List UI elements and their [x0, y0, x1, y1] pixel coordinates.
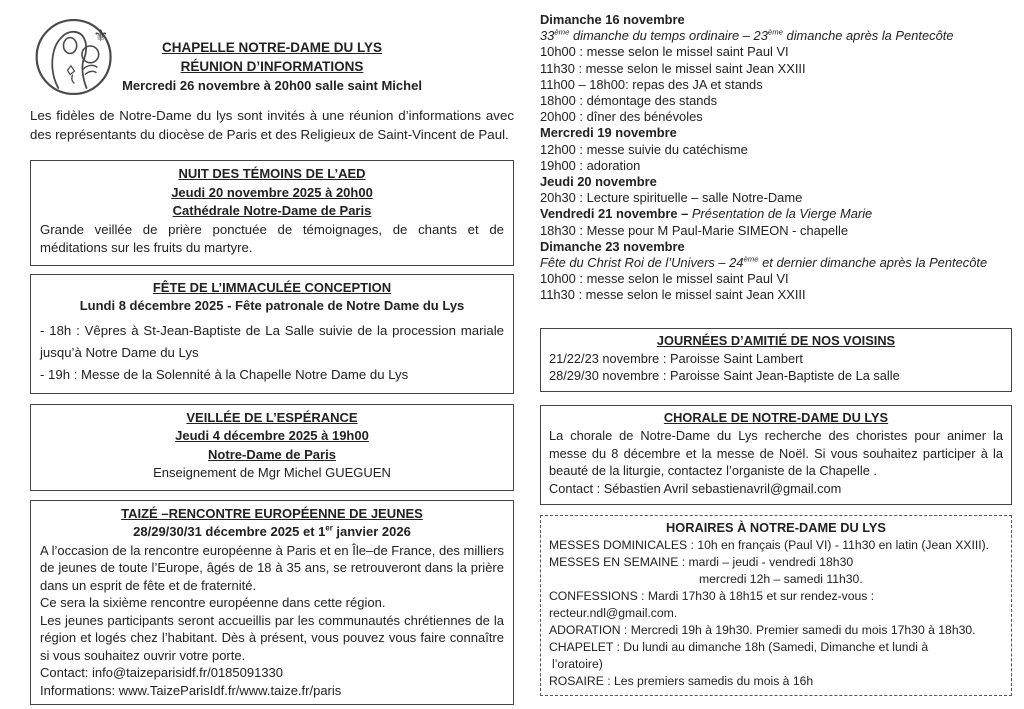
- subtitle-text: dimanche après la Pentecôte: [782, 28, 954, 44]
- box-chorale: [540, 405, 1012, 505]
- subtitle-superscript: ème: [767, 27, 783, 37]
- horaires-line: MESSES EN SEMAINE : mardi – jeudi - vendredi 18h30: [549, 555, 854, 570]
- subtitle-text: Fête du Christ Roi de l’Univers – 24: [540, 255, 744, 271]
- schedule-day-header: Jeudi 20 novembre: [540, 174, 657, 190]
- box-title-line: Notre-Dame de Paris: [208, 446, 336, 462]
- schedule-day-header: Dimanche 16 novembre: [540, 12, 685, 27]
- subtitle-text: dimanche du temps ordinaire – 23: [569, 28, 768, 44]
- box-title-line: Cathédrale Notre-Dame de Paris: [172, 203, 372, 218]
- subtitle-text: 33: [540, 28, 555, 44]
- box-body-text: La chorale de Notre-Dame du Lys recherche des choristes pour animer la messe du 8 décembre et la messe de Noël. Si vous souhaitez participer à la beauté de la liturgie, contactez l’organiste de la Chapelle .: [549, 428, 1003, 479]
- box-title-line: VEILLÉE DE L’ESPÉRANCE: [186, 409, 358, 425]
- notre-dame-du-lys-logo: [34, 16, 122, 98]
- meeting-datetime: Mercredi 26 novembre à 20h00 salle saint Michel: [122, 78, 422, 93]
- box-dates-line: [40, 523, 504, 542]
- schedule-line: 18h30 : Messe pour M Paul-Marie SIMEON - chapelle: [540, 222, 849, 238]
- box-body-text: A l’occasion de la rencontre européenne à Paris et en Île–de France, des milliers de jeunes de toute l’Europe, âgés de 18 à 35 ans, se retrouveront dans la prière dans un esprit de fête et de fraternité.: [40, 542, 504, 593]
- box-body-text: - 18h : Vêpres à St-Jean-Baptiste de La Salle suivie de la procession mariale jusqu’à Notre Dame du Lys: [40, 322, 504, 360]
- horaires-line: ADORATION : Mercredi 19h à 19h30. Premier samedi du mois 17h30 à 18h30.: [549, 623, 976, 638]
- box-body-text: 21/22/23 novembre : Paroisse Saint Lambert: [549, 350, 803, 366]
- schedule-line: 11h30 : messe selon le missel saint Jean XXIII: [540, 287, 806, 303]
- horaires-line: MESSES DOMINICALES : 10h en français (Paul VI) - 11h30 en latin (Jean XXIII).: [549, 538, 990, 553]
- box-body-text: Grande veillée de prière ponctuée de témoignages, de chants et de méditations sur les fruits du martyre.: [40, 221, 504, 255]
- schedule-line: 10h00 : messe selon le missel saint Paul VI: [540, 271, 789, 287]
- box-taize-rencontre: [30, 500, 514, 706]
- taize-contact-line: Contact: info@taizeparisidf.fr/0185091330: [40, 665, 284, 680]
- schedule-day-header-mixed: [540, 206, 1012, 222]
- schedule-line: 11h30 : messe selon le missel saint Jean XXIII: [540, 60, 806, 76]
- schedule-line: 12h00 : messe suivie du catéchisme: [540, 141, 748, 157]
- schedule-line: 19h00 : adoration: [540, 157, 641, 173]
- box-title-line: FÊTE DE L’IMMACULÉE CONCEPTION: [152, 279, 392, 295]
- liturgical-subtitle: [540, 28, 1012, 44]
- box-body-text: Ce sera la sixième rencontre européenne dans cette région.: [40, 595, 386, 610]
- date-text: janvier 2026: [332, 524, 411, 539]
- box-title-line: NUIT DES TÉMOINS DE L’AED: [178, 166, 366, 181]
- schedule-day-header: Mercredi 19 novembre: [540, 125, 677, 141]
- horaires-line: recteur.ndl@gmail.com.: [549, 606, 678, 621]
- horaires-line: ROSAIRE : Les premiers samedis du mois à 16h: [549, 674, 814, 689]
- subtitle-text: et dernier dimanche après la Pentecôte: [758, 255, 988, 271]
- intro-paragraph: Les fidèles de Notre-Dame du lys sont invités à une réunion d’informations avec des représentants du diocèse de Paris et des Religieux de Saint-Vincent de Paul.: [30, 108, 514, 142]
- day-header-bold: Vendredi 21 novembre –: [540, 206, 692, 222]
- schedule-line: 20h30 : Lecture spirituelle – salle Notre-Dame: [540, 190, 803, 206]
- schedule-day-header: Dimanche 23 novembre: [540, 238, 685, 254]
- horaires-line: CONFESSIONS : Mardi 17h30 à 18h15 et sur rendez-vous :: [549, 589, 875, 604]
- box-title-line: JOURNÉES D’AMITIÉ DE NOS VOISINS: [656, 332, 896, 348]
- day-header-italic: Présentation de la Vierge Marie: [691, 206, 873, 222]
- liturgical-subtitle: [540, 255, 1012, 271]
- box-title-line: Jeudi 20 novembre 2025 à 20h00: [171, 184, 373, 200]
- schedule-line: 20h00 : dîner des bénévoles: [540, 109, 703, 125]
- subtitle-superscript: ème: [554, 27, 570, 37]
- right-column: [540, 12, 1012, 696]
- box-title-line: TAIZÉ –RENCONTRE EUROPÉENNE DE JEUNES: [121, 505, 423, 521]
- schedule-line: 11h00 – 18h00: repas des JA et stands: [540, 76, 763, 92]
- weekly-schedule: [540, 12, 1012, 304]
- horaires-line: l’oratoire): [552, 657, 603, 672]
- box-body-text: - 19h : Messe de la Solennité à la Chapelle Notre Dame du Lys: [40, 366, 409, 382]
- meeting-title: RÉUNION D’INFORMATIONS: [180, 59, 364, 74]
- box-journees-amitie: [540, 328, 1012, 393]
- fleur-de-lis-icon: ⚜: [93, 26, 109, 46]
- left-column: [30, 14, 514, 705]
- box-veillee-esperance: [30, 404, 514, 491]
- schedule-line: 18h00 : démontage des stands: [540, 93, 718, 109]
- box-immaculee-conception: [30, 274, 514, 394]
- subtitle-superscript: ème: [743, 254, 759, 264]
- header: [30, 14, 514, 96]
- chorale-contact-line: Contact : Sébastien Avril sebastienavril@gmail.com: [549, 480, 842, 496]
- taize-info-line: Informations: www.TaizeParisIdf.fr/www.taize.fr/paris: [40, 682, 342, 698]
- box-body-text: 28/29/30 novembre : Paroisse Saint Jean-Baptiste de La salle: [549, 368, 900, 384]
- box-subtitle-line: Enseignement de Mgr Michel GUEGUEN: [153, 465, 391, 480]
- box-horaires: [540, 515, 1012, 696]
- box-subtitle-line: Lundi 8 décembre 2025 - Fête patronale de Notre Dame du Lys: [79, 298, 465, 313]
- box-body-text: Les jeunes participants seront accueillis par les communautés chrétiennes de la région et logés chez l’habitant. Dès à présent, vous pouvez vous faire connaître si vous souhaitez ouvrir votre porte.: [40, 612, 504, 663]
- box-nuit-des-temoins: [30, 160, 514, 266]
- date-text: 28/29/30/31 décembre 2025 et 1: [133, 524, 326, 539]
- horaires-line: mercredi 12h – samedi 11h30.: [699, 572, 863, 587]
- box-title-line: HORAIRES À NOTRE-DAME DU LYS: [666, 520, 886, 536]
- date-superscript: er: [325, 523, 333, 533]
- horaires-line: CHAPELET : Du lundi au dimanche 18h (Samedi, Dimanche et lundi à: [549, 640, 929, 655]
- box-title-line: CHORALE DE NOTRE-DAME DU LYS: [663, 410, 889, 426]
- box-title-line: Jeudi 4 décembre 2025 à 19h00: [175, 428, 369, 443]
- schedule-line: 10h00 : messe selon le missel saint Paul VI: [540, 44, 789, 60]
- chapel-title: CHAPELLE NOTRE-DAME DU LYS: [161, 40, 382, 55]
